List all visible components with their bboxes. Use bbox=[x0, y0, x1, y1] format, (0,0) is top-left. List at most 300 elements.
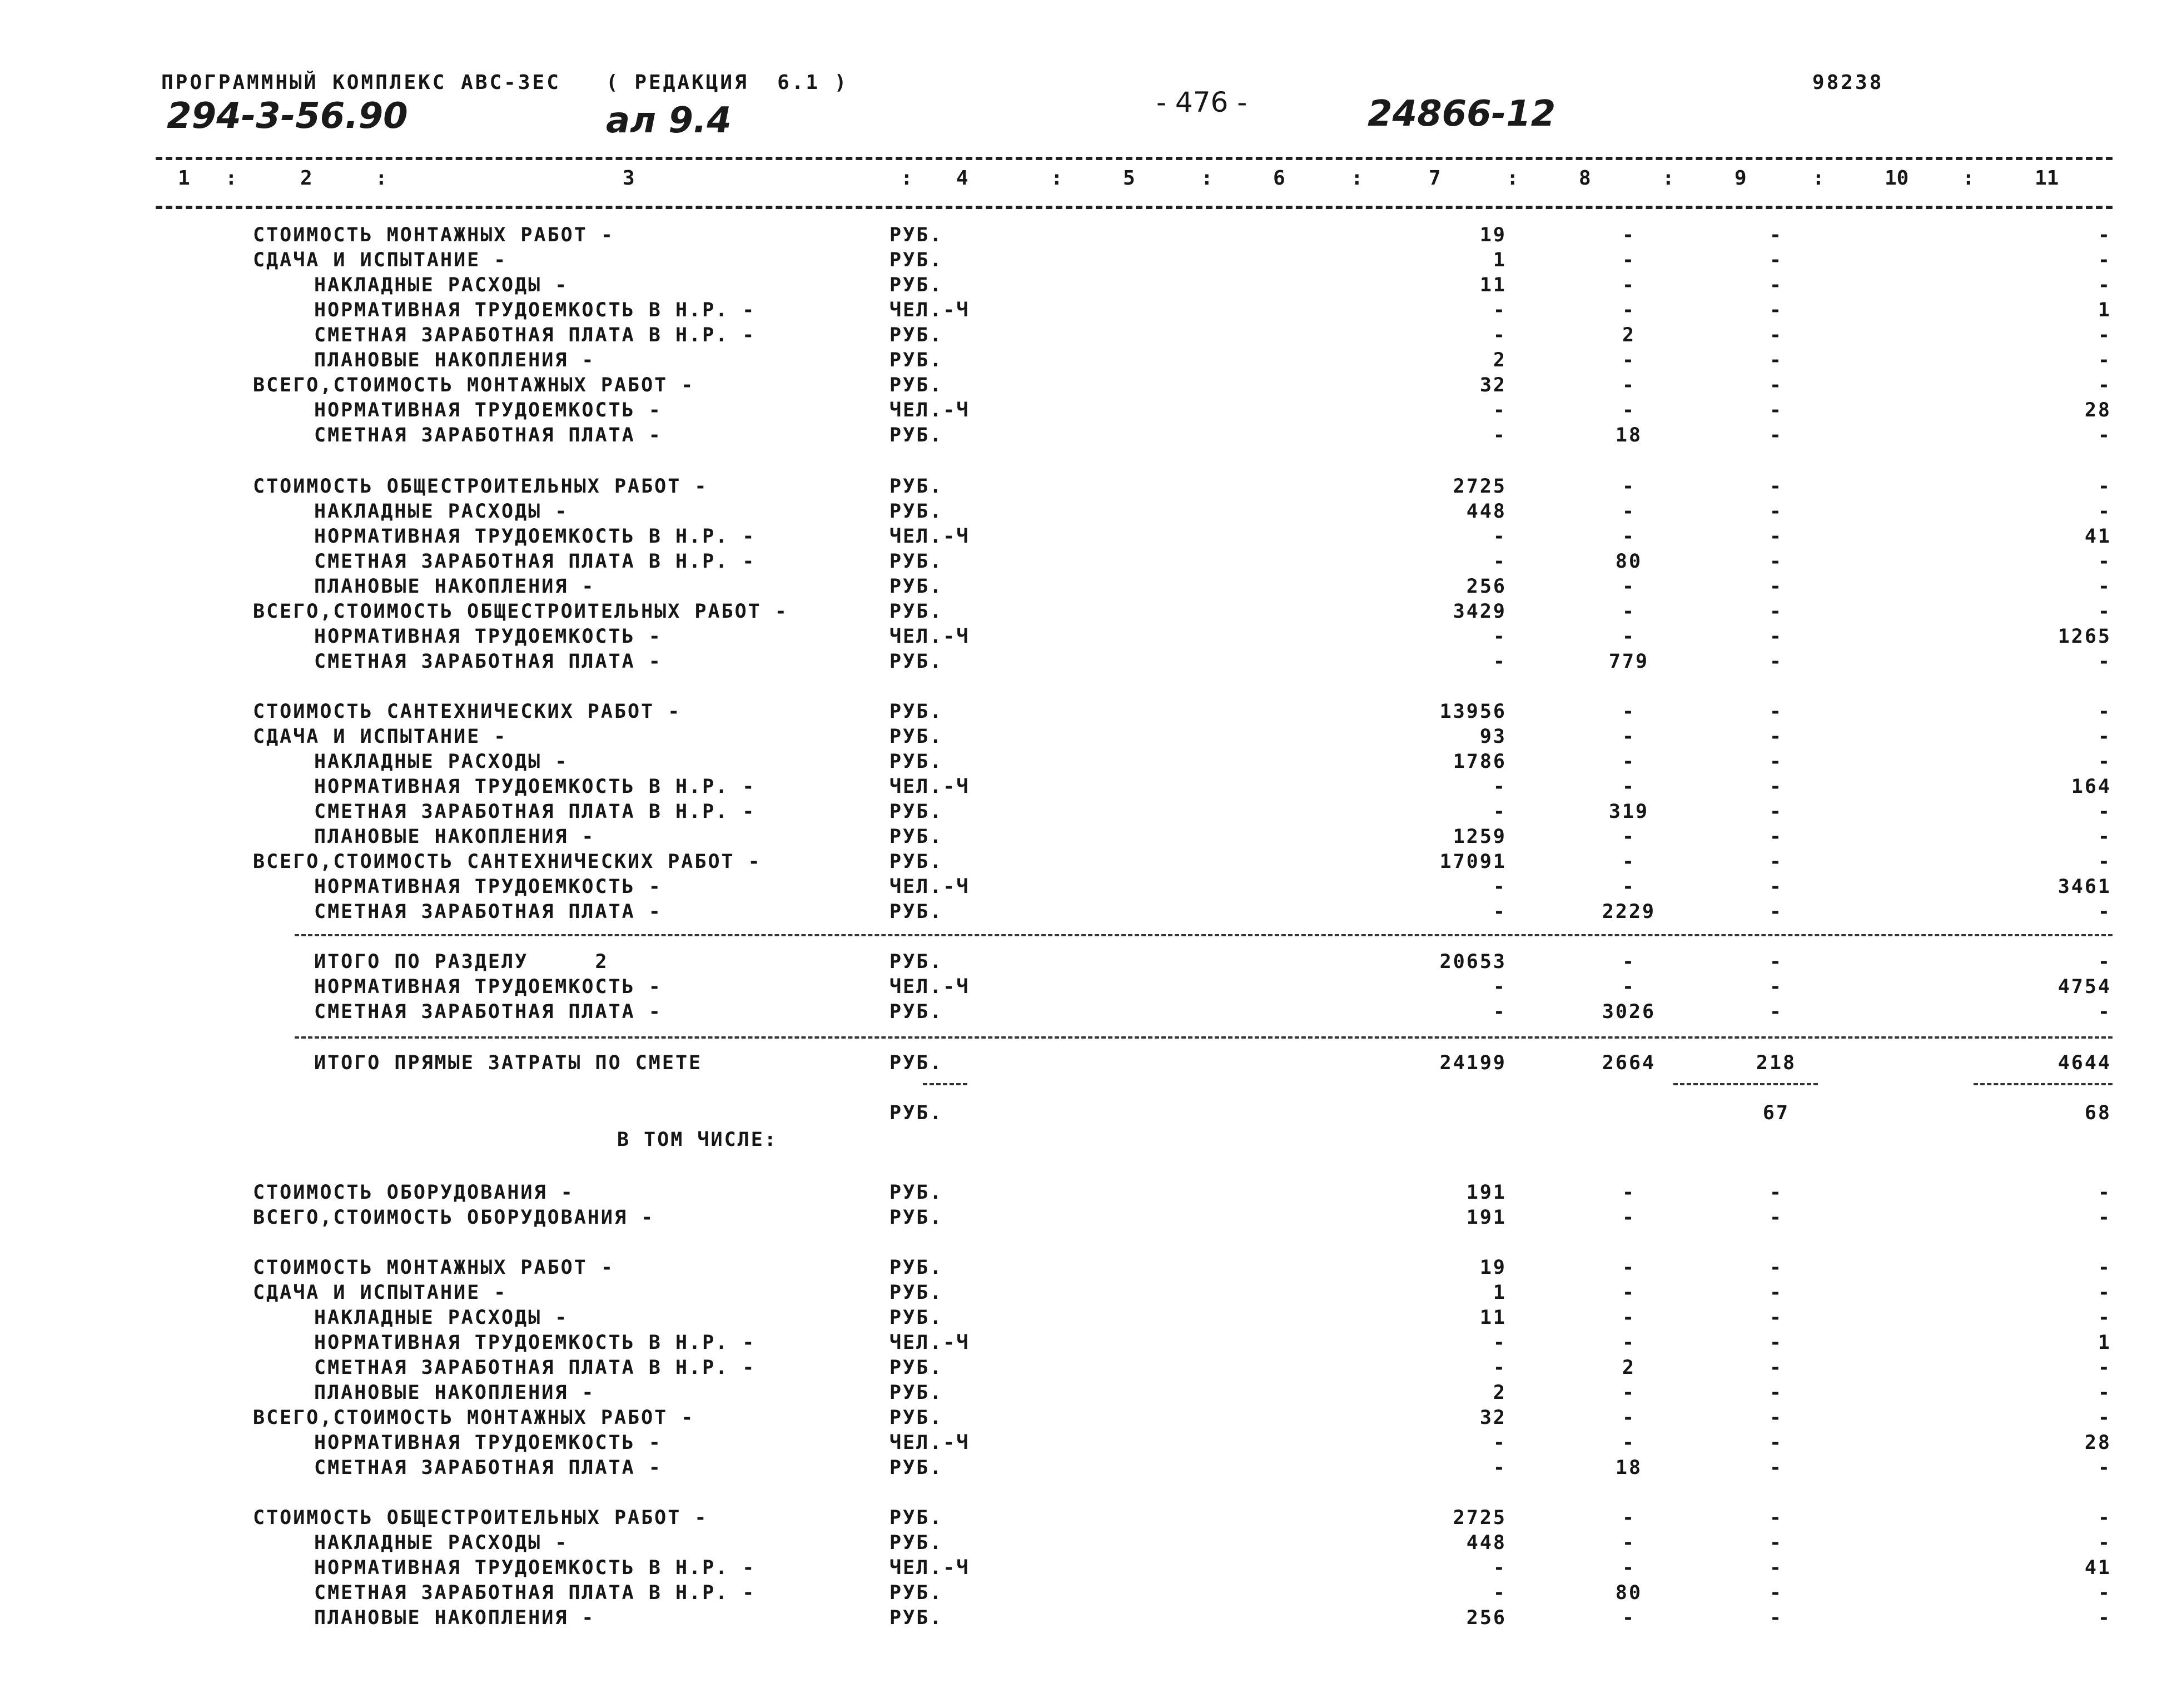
cell-col-7: - bbox=[1493, 1357, 1507, 1379]
cell-col-8: 3026 bbox=[1602, 1001, 1656, 1023]
cell-col-11: - bbox=[2098, 1357, 2111, 1379]
row-unit: РУБ. bbox=[889, 651, 943, 673]
cell-col-9: - bbox=[1769, 1407, 1783, 1429]
cell-col-9: - bbox=[1769, 1181, 1783, 1204]
row-label: СТОИМОСТЬ ОБЩЕСТРОИТЕЛЬНЫХ РАБОТ - bbox=[253, 1507, 708, 1529]
row-unit: РУБ. bbox=[889, 851, 943, 873]
cell-col-11: - bbox=[2098, 1382, 2111, 1404]
row-label: ПЛАНОВЫЕ НАКОПЛЕНИЯ - bbox=[314, 1382, 595, 1404]
table-row bbox=[0, 901, 2167, 925]
row-unit: ЧЕЛ.-Ч bbox=[889, 976, 970, 998]
row-unit: РУБ. bbox=[889, 500, 943, 523]
table-row bbox=[0, 876, 2167, 900]
cell-col-8: - bbox=[1622, 249, 1636, 271]
cell-col-8: - bbox=[1622, 1557, 1636, 1579]
table-row bbox=[0, 976, 2167, 1000]
cell-col-9: - bbox=[1769, 951, 1783, 973]
cell-col-9: - bbox=[1769, 901, 1783, 923]
row-unit: РУБ. bbox=[889, 1582, 943, 1604]
cell-col-11: - bbox=[2098, 1001, 2111, 1023]
cell-col-11: 4644 bbox=[2057, 1052, 2111, 1074]
cell-col-11: - bbox=[2098, 1507, 2111, 1529]
row-label: ВСЕГО,СТОИМОСТЬ МОНТАЖНЫХ РАБОТ - bbox=[253, 374, 695, 396]
cell-col-7: - bbox=[1493, 801, 1507, 823]
cell-col-7: 32 bbox=[1479, 374, 1507, 396]
cell-col-9: - bbox=[1769, 1582, 1783, 1604]
cell-col-7: - bbox=[1493, 901, 1507, 923]
row-unit: РУБ. bbox=[889, 374, 943, 396]
table-row bbox=[0, 1532, 2167, 1556]
cell-col-11: - bbox=[2098, 1307, 2111, 1329]
column-header: 8 bbox=[1579, 167, 1591, 190]
cell-col-8: - bbox=[1622, 349, 1636, 371]
cell-col-9: - bbox=[1769, 726, 1783, 748]
cell-col-9: - bbox=[1769, 801, 1783, 823]
cell-col-9: - bbox=[1769, 374, 1783, 396]
table-row bbox=[0, 1282, 2167, 1306]
row-unit: ЧЕЛ.-Ч bbox=[889, 876, 970, 898]
table-row bbox=[0, 600, 2167, 625]
table-row bbox=[0, 851, 2167, 875]
column-header: 3 bbox=[623, 167, 635, 190]
cell-col-9: - bbox=[1769, 249, 1783, 271]
cell-col-11: 1 bbox=[2098, 1332, 2111, 1354]
row-label: ВСЕГО,СТОИМОСТЬ ОБОРУДОВАНИЯ - bbox=[253, 1206, 655, 1229]
cell-col-9: - bbox=[1769, 324, 1783, 346]
cell-col-11: - bbox=[2098, 475, 2111, 498]
row-unit: РУБ. bbox=[889, 1181, 943, 1204]
table-row bbox=[0, 1257, 2167, 1281]
cell-col-8: - bbox=[1622, 1206, 1636, 1229]
table-row bbox=[0, 525, 2167, 550]
cell-col-8: - bbox=[1622, 274, 1636, 296]
row-label: НАКЛАДНЫЕ РАСХОДЫ - bbox=[314, 751, 569, 773]
cell-col-7: 448 bbox=[1466, 1532, 1507, 1554]
cell-col-11: - bbox=[2098, 701, 2111, 723]
edition-label: ( РЕДАКЦИЯ 6.1 ) bbox=[606, 71, 849, 94]
cell-col-8: - bbox=[1622, 1307, 1636, 1329]
row-label: ИТОГО ПРЯМЫЕ ЗАТРАТЫ ПО СМЕТЕ bbox=[314, 1052, 703, 1074]
cell-col-7: 3429 bbox=[1453, 600, 1507, 623]
column-separator: : bbox=[1507, 167, 1519, 190]
cell-col-8: - bbox=[1622, 1432, 1636, 1454]
row-unit: РУБ. bbox=[889, 1282, 943, 1304]
cell-col-7: 191 bbox=[1466, 1206, 1507, 1229]
table-row bbox=[0, 1457, 2167, 1481]
table-row bbox=[0, 625, 2167, 650]
cell-col-8: 2 bbox=[1622, 324, 1636, 346]
row-label: СДАЧА И ИСПЫТАНИЕ - bbox=[253, 1282, 508, 1304]
table-row bbox=[0, 801, 2167, 825]
row-label: НАКЛАДНЫЕ РАСХОДЫ - bbox=[314, 1307, 569, 1329]
row-label: В ТОМ ЧИСЛЕ: bbox=[617, 1129, 778, 1151]
row-unit: ЧЕЛ.-Ч bbox=[889, 625, 970, 648]
column-header: 5 bbox=[1123, 167, 1135, 190]
row-label: НОРМАТИВНАЯ ТРУДОЕМКОСТЬ - bbox=[314, 876, 662, 898]
row-label: СМЕТНАЯ ЗАРАБОТНАЯ ПЛАТА В Н.Р. - bbox=[314, 550, 756, 573]
table-row bbox=[0, 726, 2167, 750]
cell-col-9: 67 bbox=[1762, 1102, 1790, 1124]
cell-col-11: 41 bbox=[2084, 525, 2111, 548]
cell-col-8: - bbox=[1622, 525, 1636, 548]
cell-col-11: 68 bbox=[2084, 1102, 2111, 1124]
cell-col-8: - bbox=[1622, 701, 1636, 723]
document-code: 98238 bbox=[1812, 71, 1884, 94]
cell-col-7: 1 bbox=[1493, 1282, 1507, 1304]
page-number: - 476 - bbox=[1156, 86, 1247, 118]
column-header: 9 bbox=[1734, 167, 1747, 190]
cell-col-11: 41 bbox=[2084, 1557, 2111, 1579]
cell-col-11: - bbox=[2098, 1181, 2111, 1204]
cell-col-8: - bbox=[1622, 876, 1636, 898]
table-row bbox=[0, 1052, 2167, 1076]
cell-col-9: - bbox=[1769, 1206, 1783, 1229]
row-label: СТОИМОСТЬ МОНТАЖНЫХ РАБОТ - bbox=[253, 224, 614, 246]
cell-col-8: 2 bbox=[1622, 1357, 1636, 1379]
row-label: НОРМАТИВНАЯ ТРУДОЕМКОСТЬ - bbox=[314, 399, 662, 421]
cell-col-8: - bbox=[1622, 575, 1636, 598]
cell-col-8: - bbox=[1622, 475, 1636, 498]
cell-col-8: - bbox=[1622, 1532, 1636, 1554]
cell-col-9: - bbox=[1769, 399, 1783, 421]
cell-col-7: - bbox=[1493, 1557, 1507, 1579]
table-row bbox=[0, 500, 2167, 525]
section-rule bbox=[923, 1083, 967, 1085]
cell-col-9: - bbox=[1769, 1357, 1783, 1379]
cell-col-7: - bbox=[1493, 876, 1507, 898]
row-label: НОРМАТИВНАЯ ТРУДОЕМКОСТЬ В Н.Р. - bbox=[314, 1332, 756, 1354]
row-unit: РУБ. bbox=[889, 1357, 943, 1379]
row-label: НОРМАТИВНАЯ ТРУДОЕМКОСТЬ В Н.Р. - bbox=[314, 1557, 756, 1579]
cell-col-7: 256 bbox=[1466, 1607, 1507, 1629]
cell-col-7: 20653 bbox=[1439, 951, 1507, 973]
cell-col-8: 18 bbox=[1615, 424, 1643, 446]
cell-col-7: - bbox=[1493, 324, 1507, 346]
cell-col-8: - bbox=[1622, 1181, 1636, 1204]
table-row bbox=[0, 475, 2167, 500]
cell-col-9: - bbox=[1769, 1557, 1783, 1579]
cell-col-8: - bbox=[1622, 1607, 1636, 1629]
row-label: НОРМАТИВНАЯ ТРУДОЕМКОСТЬ - bbox=[314, 976, 662, 998]
cell-col-8: - bbox=[1622, 500, 1636, 523]
row-unit: РУБ. bbox=[889, 349, 943, 371]
row-label: ПЛАНОВЫЕ НАКОПЛЕНИЯ - bbox=[314, 575, 595, 598]
row-label: НОРМАТИВНАЯ ТРУДОЕМКОСТЬ В Н.Р. - bbox=[314, 525, 756, 548]
cell-col-9: 218 bbox=[1756, 1052, 1797, 1074]
cell-col-11: 164 bbox=[2071, 776, 2111, 798]
table-row bbox=[0, 1206, 2167, 1231]
cell-col-11: - bbox=[2098, 851, 2111, 873]
table-row bbox=[0, 1507, 2167, 1531]
table-row bbox=[0, 399, 2167, 424]
row-unit: РУБ. bbox=[889, 1382, 943, 1404]
cell-col-8: - bbox=[1622, 851, 1636, 873]
row-label: СТОИМОСТЬ ОБОРУДОВАНИЯ - bbox=[253, 1181, 574, 1204]
cell-col-11: - bbox=[2098, 726, 2111, 748]
row-unit: ЧЕЛ.-Ч bbox=[889, 1332, 970, 1354]
cell-col-9: - bbox=[1769, 1001, 1783, 1023]
row-label: ВСЕГО,СТОИМОСТЬ ОБЩЕСТРОИТЕЛЬНЫХ РАБОТ - bbox=[253, 600, 788, 623]
row-unit: РУБ. bbox=[889, 951, 943, 973]
table-row bbox=[0, 826, 2167, 850]
row-label: СМЕТНАЯ ЗАРАБОТНАЯ ПЛАТА - bbox=[314, 901, 662, 923]
cell-col-11: - bbox=[2098, 349, 2111, 371]
row-unit: РУБ. bbox=[889, 1507, 943, 1529]
cell-col-11: - bbox=[2098, 951, 2111, 973]
row-label: НАКЛАДНЫЕ РАСХОДЫ - bbox=[314, 1532, 569, 1554]
table-row bbox=[0, 349, 2167, 374]
row-unit: РУБ. bbox=[889, 1257, 943, 1279]
cell-col-9: - bbox=[1769, 876, 1783, 898]
table-row bbox=[0, 274, 2167, 299]
column-header: 10 bbox=[1885, 167, 1909, 190]
cell-col-8: - bbox=[1622, 299, 1636, 321]
table-row bbox=[0, 1607, 2167, 1631]
row-unit: РУБ. bbox=[889, 1607, 943, 1629]
cell-col-7: 2725 bbox=[1453, 1507, 1507, 1529]
cell-col-11: - bbox=[2098, 801, 2111, 823]
row-label: ПЛАНОВЫЕ НАКОПЛЕНИЯ - bbox=[314, 826, 595, 848]
cell-col-9: - bbox=[1769, 1282, 1783, 1304]
cell-col-9: - bbox=[1769, 575, 1783, 598]
cell-col-9: - bbox=[1769, 1382, 1783, 1404]
cell-col-8: - bbox=[1622, 726, 1636, 748]
cell-col-9: - bbox=[1769, 776, 1783, 798]
cell-col-9: - bbox=[1769, 224, 1783, 246]
cell-col-11: 28 bbox=[2084, 1432, 2111, 1454]
cell-col-9: - bbox=[1769, 525, 1783, 548]
header-top-rule bbox=[156, 157, 2113, 160]
cell-col-7: 19 bbox=[1479, 224, 1507, 246]
cell-col-8: 80 bbox=[1615, 1582, 1643, 1604]
cell-col-7: 2 bbox=[1493, 1382, 1507, 1404]
cell-col-7: 191 bbox=[1466, 1181, 1507, 1204]
cell-col-9: - bbox=[1769, 1432, 1783, 1454]
row-label: СТОИМОСТЬ ОБЩЕСТРОИТЕЛЬНЫХ РАБОТ - bbox=[253, 475, 708, 498]
row-unit: РУБ. bbox=[889, 274, 943, 296]
cell-col-7: - bbox=[1493, 976, 1507, 998]
table-row bbox=[0, 651, 2167, 675]
cell-col-7: 11 bbox=[1479, 1307, 1507, 1329]
column-header: 7 bbox=[1429, 167, 1441, 190]
table-row bbox=[0, 249, 2167, 274]
cell-col-11: - bbox=[2098, 374, 2111, 396]
cell-col-8: 2664 bbox=[1602, 1052, 1656, 1074]
cell-col-7: - bbox=[1493, 651, 1507, 673]
cell-col-7: - bbox=[1493, 1332, 1507, 1354]
section-rule bbox=[1974, 1083, 2113, 1085]
cell-col-9: - bbox=[1769, 1307, 1783, 1329]
column-header: 1 bbox=[178, 167, 190, 190]
cell-col-7: 17091 bbox=[1439, 851, 1507, 873]
table-row bbox=[0, 1432, 2167, 1456]
table-row bbox=[0, 1307, 2167, 1331]
cell-col-11: - bbox=[2098, 1206, 2111, 1229]
cell-col-8: - bbox=[1622, 951, 1636, 973]
cell-col-11: 4754 bbox=[2057, 976, 2111, 998]
cell-col-9: - bbox=[1769, 751, 1783, 773]
header-bottom-rule bbox=[156, 206, 2113, 209]
cell-col-9: - bbox=[1769, 701, 1783, 723]
row-unit: РУБ. bbox=[889, 1206, 943, 1229]
cell-col-11: 3461 bbox=[2057, 876, 2111, 898]
cell-col-9: - bbox=[1769, 349, 1783, 371]
cell-col-7: 1 bbox=[1493, 249, 1507, 271]
column-header: 2 bbox=[300, 167, 312, 190]
table-row bbox=[0, 1332, 2167, 1356]
cell-col-9: - bbox=[1769, 550, 1783, 573]
row-label: ИТОГО ПО РАЗДЕЛУ 2 bbox=[314, 951, 609, 973]
cell-col-8: - bbox=[1622, 1507, 1636, 1529]
section-rule bbox=[295, 1036, 2113, 1039]
table-row bbox=[0, 374, 2167, 399]
row-unit: ЧЕЛ.-Ч bbox=[889, 299, 970, 321]
row-label: НОРМАТИВНАЯ ТРУДОЕМКОСТЬ - bbox=[314, 1432, 662, 1454]
row-label: ПЛАНОВЫЕ НАКОПЛЕНИЯ - bbox=[314, 1607, 595, 1629]
column-separator: : bbox=[225, 167, 237, 190]
row-unit: РУБ. bbox=[889, 575, 943, 598]
cell-col-7: 2 bbox=[1493, 349, 1507, 371]
cell-col-7: - bbox=[1493, 399, 1507, 421]
cell-col-7: - bbox=[1493, 1457, 1507, 1479]
cell-col-7: 1259 bbox=[1453, 826, 1507, 848]
section-rule bbox=[295, 934, 2113, 936]
column-header: 11 bbox=[2035, 167, 2059, 190]
cell-col-9: - bbox=[1769, 299, 1783, 321]
cell-col-8: - bbox=[1622, 976, 1636, 998]
column-header: 4 bbox=[956, 167, 968, 190]
cell-col-9: - bbox=[1769, 1457, 1783, 1479]
table-row bbox=[0, 224, 2167, 249]
row-unit: РУБ. bbox=[889, 1307, 943, 1329]
row-unit: ЧЕЛ.-Ч bbox=[889, 1432, 970, 1454]
row-unit: РУБ. bbox=[889, 475, 943, 498]
table-row bbox=[0, 1001, 2167, 1025]
cell-col-8: - bbox=[1622, 1332, 1636, 1354]
cell-col-8: - bbox=[1622, 776, 1636, 798]
row-unit: РУБ. bbox=[889, 1001, 943, 1023]
row-unit: РУБ. bbox=[889, 424, 943, 446]
cell-col-8: - bbox=[1622, 751, 1636, 773]
cell-col-8: 319 bbox=[1608, 801, 1649, 823]
cell-col-9: - bbox=[1769, 1532, 1783, 1554]
column-separator: : bbox=[1962, 167, 1975, 190]
cell-col-7: 93 bbox=[1479, 726, 1507, 748]
row-unit: РУБ. bbox=[889, 726, 943, 748]
table-row bbox=[0, 1102, 2167, 1126]
cell-col-9: - bbox=[1769, 600, 1783, 623]
table-row bbox=[0, 299, 2167, 324]
row-unit: РУБ. bbox=[889, 324, 943, 346]
table-row bbox=[0, 550, 2167, 575]
cell-col-11: - bbox=[2098, 575, 2111, 598]
cell-col-9: - bbox=[1769, 500, 1783, 523]
row-unit: ЧЕЛ.-Ч bbox=[889, 399, 970, 421]
row-unit: ЧЕЛ.-Ч bbox=[889, 776, 970, 798]
table-row bbox=[0, 424, 2167, 449]
table-row bbox=[0, 1382, 2167, 1406]
column-separator: : bbox=[1812, 167, 1825, 190]
cell-col-11: - bbox=[2098, 1607, 2111, 1629]
cell-col-11: - bbox=[2098, 826, 2111, 848]
cell-col-7: 24199 bbox=[1439, 1052, 1507, 1074]
cell-col-9: - bbox=[1769, 1257, 1783, 1279]
cell-col-9: - bbox=[1769, 851, 1783, 873]
table-row bbox=[0, 776, 2167, 800]
column-separator: : bbox=[1051, 167, 1063, 190]
table-row bbox=[0, 1357, 2167, 1381]
cell-col-8: 80 bbox=[1615, 550, 1643, 573]
row-unit: РУБ. bbox=[889, 1052, 943, 1074]
row-label: СМЕТНАЯ ЗАРАБОТНАЯ ПЛАТА В Н.Р. - bbox=[314, 1582, 756, 1604]
cell-col-7: 256 bbox=[1466, 575, 1507, 598]
cell-col-11: - bbox=[2098, 751, 2111, 773]
row-unit: РУБ. bbox=[889, 1102, 943, 1124]
cell-col-11: - bbox=[2098, 1407, 2111, 1429]
row-unit: РУБ. bbox=[889, 801, 943, 823]
cell-col-11: - bbox=[2098, 1282, 2111, 1304]
row-label: ПЛАНОВЫЕ НАКОПЛЕНИЯ - bbox=[314, 349, 595, 371]
row-label: НАКЛАДНЫЕ РАСХОДЫ - bbox=[314, 274, 569, 296]
cell-col-7: 32 bbox=[1479, 1407, 1507, 1429]
column-separator: : bbox=[901, 167, 913, 190]
cell-col-11: 1265 bbox=[2057, 625, 2111, 648]
cell-col-8: - bbox=[1622, 1407, 1636, 1429]
cell-col-8: - bbox=[1622, 826, 1636, 848]
cell-col-9: - bbox=[1769, 475, 1783, 498]
cell-col-8: - bbox=[1622, 374, 1636, 396]
cell-col-8: - bbox=[1622, 1282, 1636, 1304]
cell-col-7: - bbox=[1493, 424, 1507, 446]
program-name: ПРОГРАММНЫЙ КОМПЛЕКС АВС-3ЕС bbox=[161, 71, 561, 94]
cell-col-11: - bbox=[2098, 1457, 2111, 1479]
row-label: ВСЕГО,СТОИМОСТЬ САНТЕХНИЧЕСКИХ РАБОТ - bbox=[253, 851, 762, 873]
row-unit: РУБ. bbox=[889, 600, 943, 623]
row-unit: РУБ. bbox=[889, 249, 943, 271]
cell-col-7: 11 bbox=[1479, 274, 1507, 296]
table-row bbox=[0, 751, 2167, 775]
table-row bbox=[0, 1407, 2167, 1431]
table-row bbox=[0, 951, 2167, 975]
album-number-handwritten: ал 9.4 bbox=[606, 100, 732, 141]
cell-col-11: 1 bbox=[2098, 299, 2111, 321]
row-label: СМЕТНАЯ ЗАРАБОТНАЯ ПЛАТА В Н.Р. - bbox=[314, 1357, 756, 1379]
row-unit: РУБ. bbox=[889, 1532, 943, 1554]
cell-col-11: - bbox=[2098, 274, 2111, 296]
cell-col-9: - bbox=[1769, 1332, 1783, 1354]
cell-col-9: - bbox=[1769, 1607, 1783, 1629]
table-row bbox=[0, 1582, 2167, 1606]
cell-col-8: - bbox=[1622, 399, 1636, 421]
row-label: СМЕТНАЯ ЗАРАБОТНАЯ ПЛАТА - bbox=[314, 1457, 662, 1479]
row-unit: ЧЕЛ.-Ч bbox=[889, 1557, 970, 1579]
cell-col-8: - bbox=[1622, 224, 1636, 246]
cell-col-11: - bbox=[2098, 224, 2111, 246]
table-row bbox=[0, 701, 2167, 725]
row-unit: ЧЕЛ.-Ч bbox=[889, 525, 970, 548]
column-separator: : bbox=[1351, 167, 1363, 190]
cell-col-7: 2725 bbox=[1453, 475, 1507, 498]
section-rule bbox=[1673, 1083, 1818, 1085]
row-label: СМЕТНАЯ ЗАРАБОТНАЯ ПЛАТА - bbox=[314, 651, 662, 673]
row-label: СТОИМОСТЬ МОНТАЖНЫХ РАБОТ - bbox=[253, 1257, 614, 1279]
row-label: НОРМАТИВНАЯ ТРУДОЕМКОСТЬ В Н.Р. - bbox=[314, 299, 756, 321]
cell-col-7: - bbox=[1493, 550, 1507, 573]
column-separator: : bbox=[1662, 167, 1674, 190]
cell-col-9: - bbox=[1769, 826, 1783, 848]
project-number-handwritten: 294-3-56.90 bbox=[167, 96, 408, 137]
inventory-number-handwritten: 24866-12 bbox=[1368, 93, 1556, 135]
